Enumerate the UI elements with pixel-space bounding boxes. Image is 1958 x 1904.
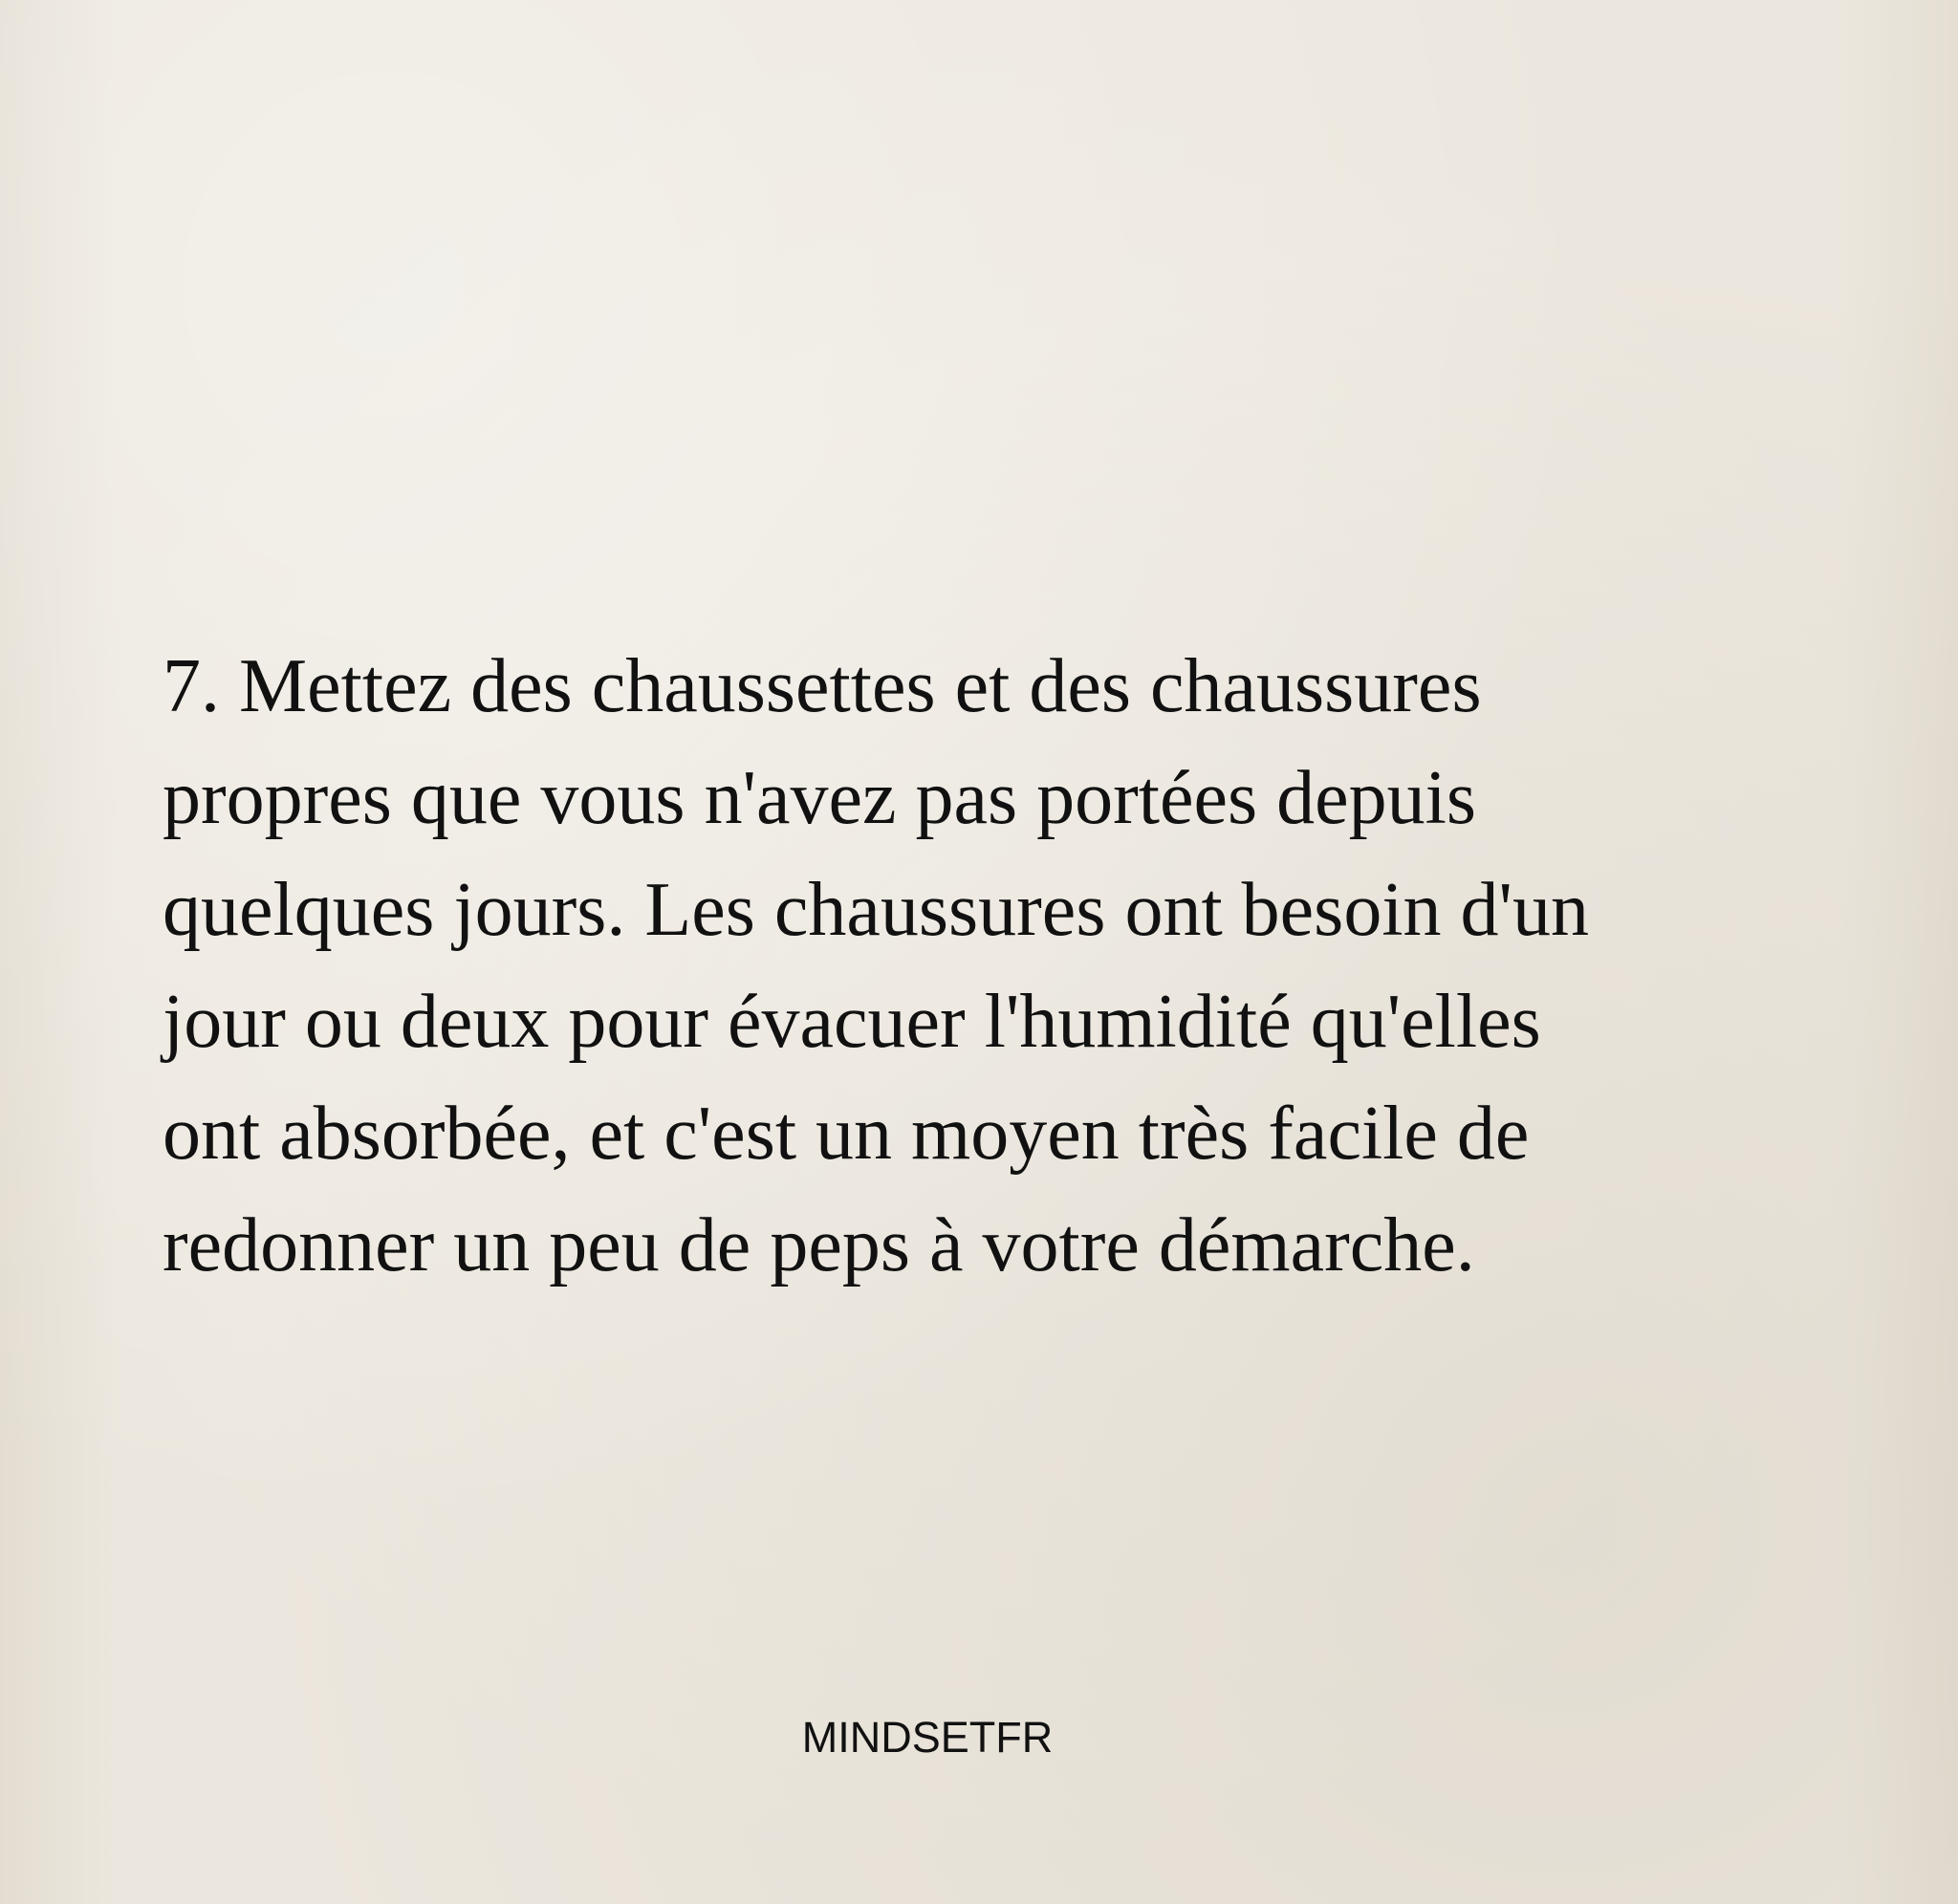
tip-text: 7. Mettez des chaussettes et des chaussures propres que vous n'avez pas portées depuis quelques jours. Les chaussures ont besoin d'un jour ou deux pour évacuer l'humidité qu'elles ont absorbée, et c'est un moyen très facile de redonner un peu de peps à votre démarche. [163,644,1589,1287]
brand-label: MINDSETFR [801,1713,1054,1762]
